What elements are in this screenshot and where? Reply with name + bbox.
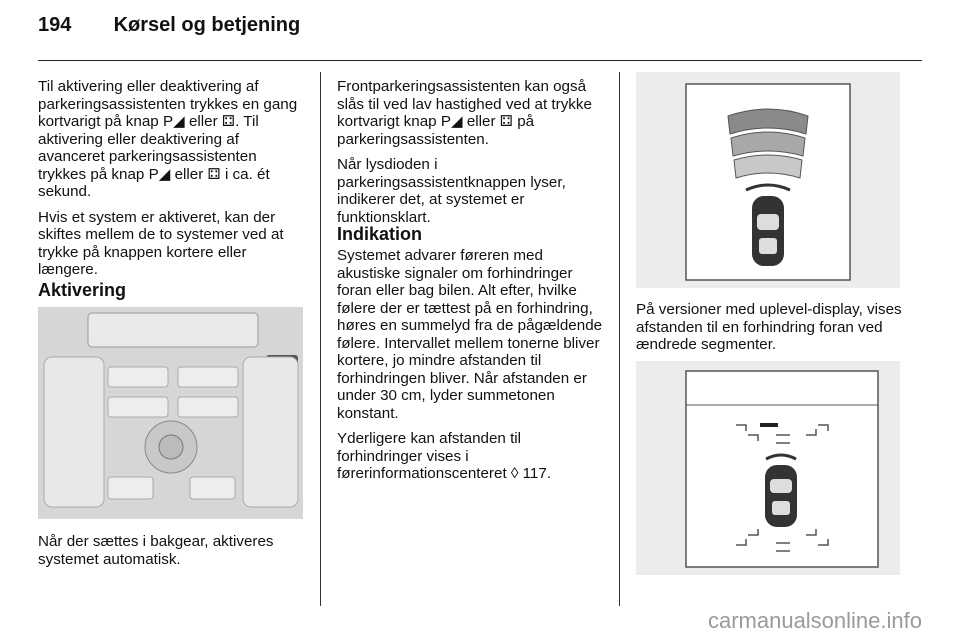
- paragraph: Når der sættes i bakgear, aktiveres systemet automatisk.: [38, 533, 274, 568]
- paragraph: Til aktivering eller deaktivering af parkeringsassistenten trykkes en gang kortvarigt på knap P◢ eller ⚃. Til aktivering eller deaktivering af avanceret parkeringsassistenten trykkes på knap P◢ eller ⚃ i ca. ét sekund.: [38, 78, 298, 200]
- paragraph: Systemet advarer føreren med akustiske signaler om forhindringer foran eller bag bilen. Alt efter, hvilke følere der er tættest på en forhindring, høres en summelyd fra de pågældende følere. Intervallet mellem tonerne bliver kortere, jo mindre afstanden til forhindringen bliver. Når afstanden er under 30 cm, lyder summetonen konstant.: [337, 247, 603, 422]
- column-divider: [619, 72, 620, 606]
- page-header: [38, 14, 300, 37]
- paragraph: Yderligere kan afstanden til forhindringer vises i førerinformationscenteret ◊ 117.: [337, 430, 552, 482]
- display-figure-1: [636, 72, 900, 288]
- display-figure-2: [636, 361, 900, 575]
- page-number: 194: [38, 14, 72, 36]
- parking-display-illustration: [636, 72, 900, 288]
- column-1: [38, 78, 306, 287]
- header-rule: [38, 60, 922, 61]
- paragraph: Når lysdioden i parkeringsassistentknappen lyser, indikerer det, at systemet er funktionsklart.: [337, 156, 566, 226]
- section-heading-indikation: Indikation: [337, 224, 422, 244]
- column-1-bottom: [38, 533, 306, 576]
- column-divider: [320, 72, 321, 606]
- watermark: carmanualsonline.info: [707, 608, 922, 633]
- paragraph: På versioner med uplevel-display, vises afstanden til en forhindring foran ved ændrede segmenter.: [636, 301, 902, 353]
- paragraph: Hvis et system er aktiveret, kan der skiftes mellem de to systemer ved at trykke på knappen kortere eller længere.: [38, 208, 284, 278]
- uplevel-display-illustration: [636, 361, 900, 575]
- column-2: [337, 78, 605, 234]
- console-figure: [38, 307, 303, 519]
- paragraph: Frontparkeringsassistenten kan også slås til ved lav hastighed ved at trykke kortvarigt knap P◢ eller ⚃ på parkeringsassistenten.: [337, 78, 592, 148]
- column-2-bottom: [337, 247, 605, 491]
- section-heading-aktivering: Aktivering: [38, 280, 127, 300]
- column-3: [636, 301, 904, 362]
- page-title: Kørsel og betjening: [113, 14, 301, 36]
- center-console-illustration: [38, 307, 303, 519]
